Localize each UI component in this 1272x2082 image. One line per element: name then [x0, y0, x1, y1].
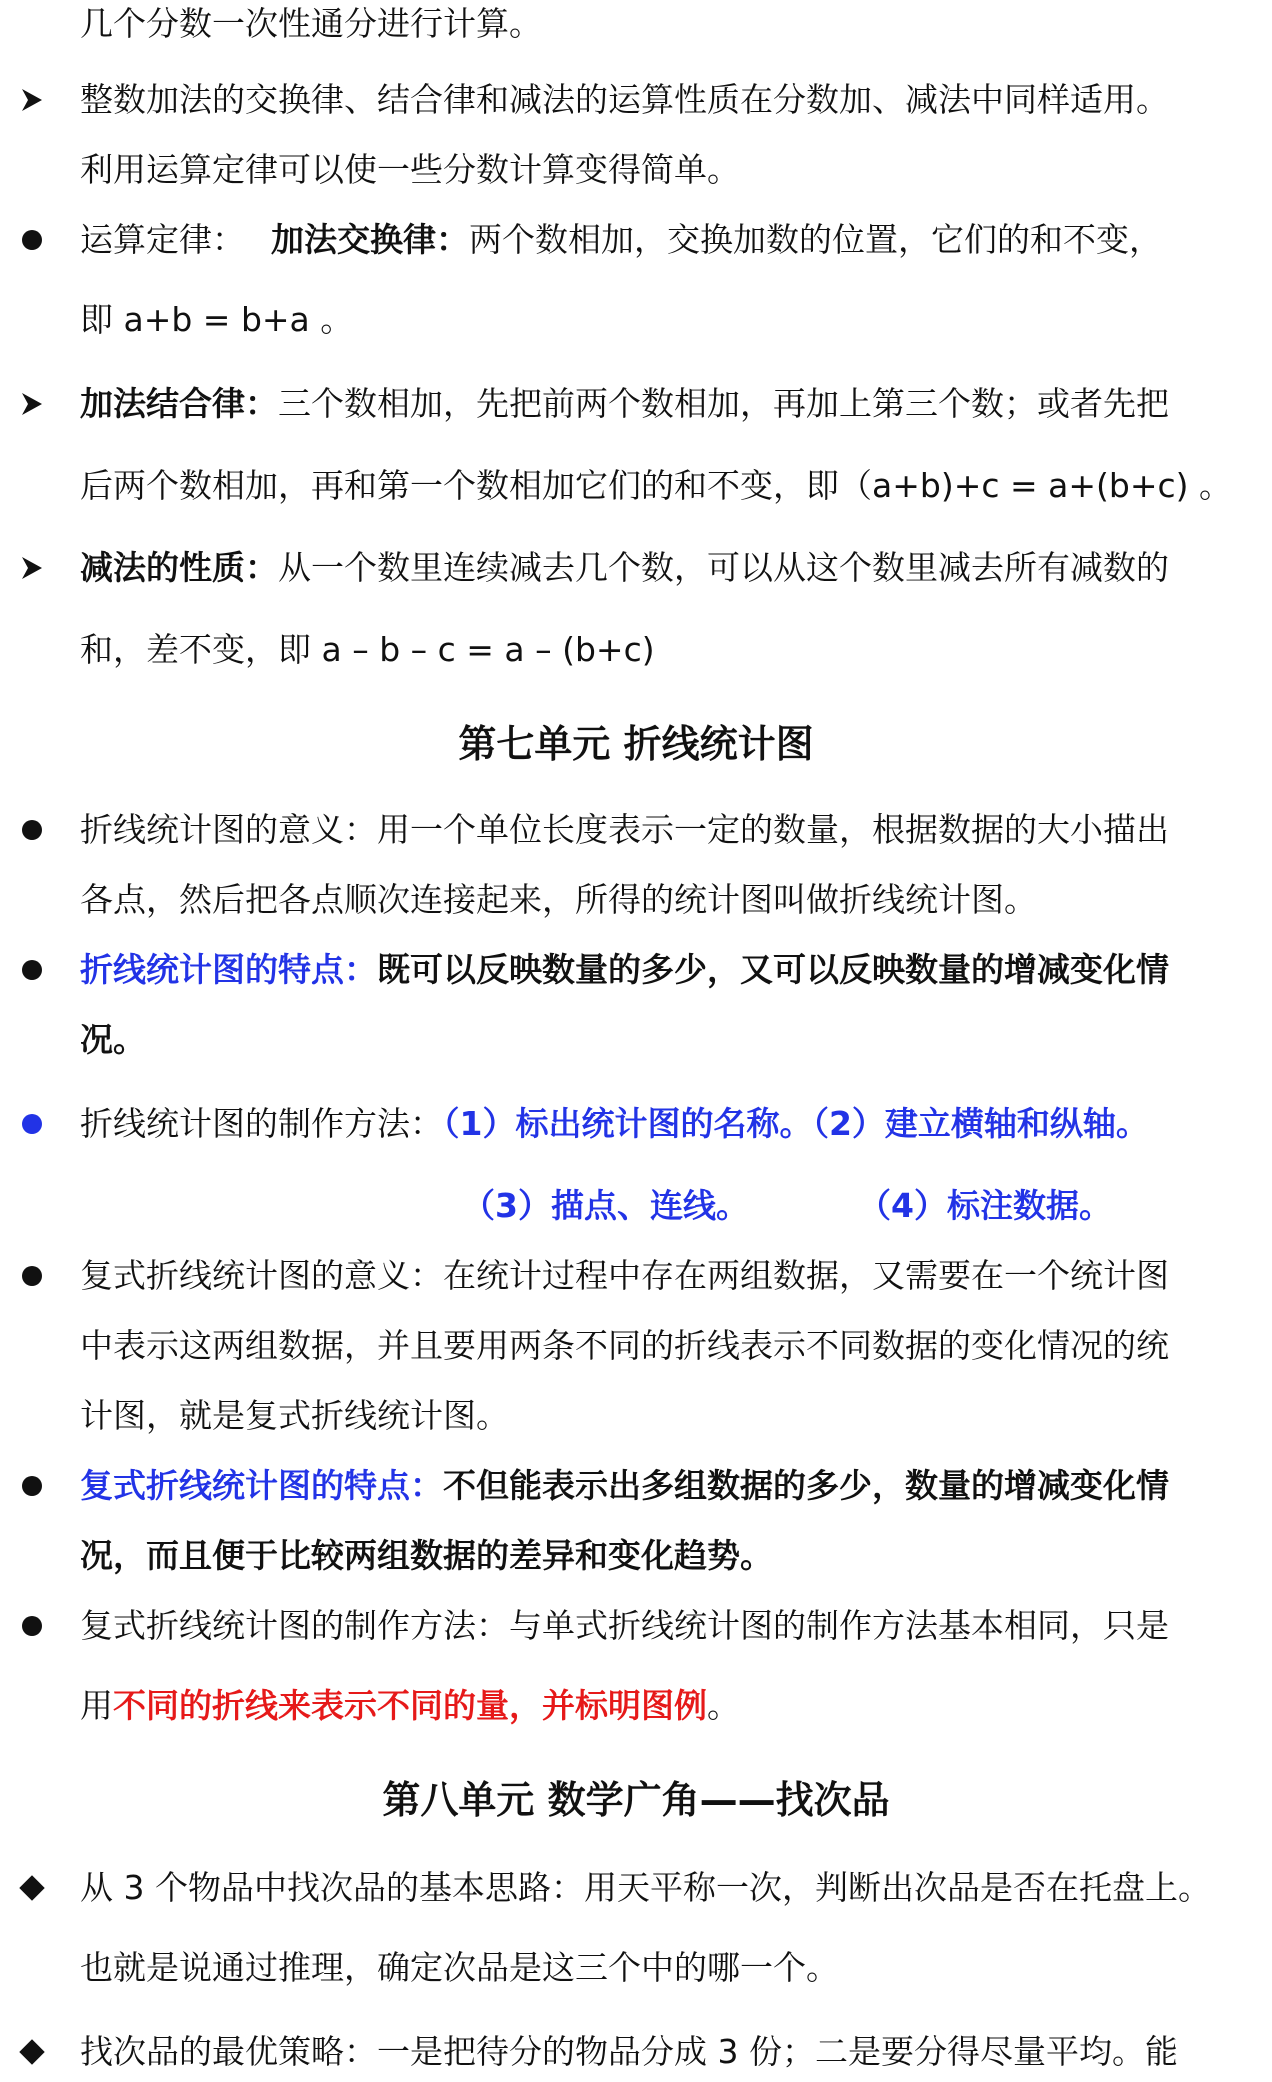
laws-label: 运算定律：: [80, 220, 245, 259]
bullet-icon: [14, 808, 50, 852]
line-chart-features-text: 既可以反映数量的多少，又可以反映数量的增减变化情: [377, 950, 1169, 989]
unit8-title: 第八单元 数学广角——找次品: [382, 1778, 890, 1822]
subtraction-term: 减法的性质：: [80, 548, 278, 587]
associative-line-2: 后两个数相加，再和第一个数相加它们的和不变，即（a+b)+c = a+(b+c) 。: [80, 466, 1232, 505]
diamond-icon: [14, 2030, 50, 2074]
arrow-icon: [14, 546, 50, 590]
bullet-icon: [14, 1604, 50, 1648]
compound-features-line-2: 况，而且便于比较两组数据的差异和变化趋势。: [80, 1536, 773, 1575]
unit7-title: 第七单元 折线统计图: [458, 722, 814, 766]
line-chart-features-line-2: 况。: [80, 1020, 146, 1059]
associative-line-1: [80, 382, 1258, 426]
arrow-icon: [14, 78, 50, 122]
best-strategy-line-1: 找次品的最优策略：一是把待分的物品分成 3 份；二是要分得尽量平均。能: [80, 2032, 1178, 2071]
compound-features-term: 复式折线统计图的特点：: [80, 1466, 443, 1505]
commutative-term: 加法交换律：: [271, 220, 469, 259]
line-chart-meaning-line-2: 各点，然后把各点顺次连接起来，所得的统计图叫做折线统计图。: [80, 880, 1037, 919]
intro-line: 几个分数一次性通分进行计算。: [80, 4, 542, 43]
line-chart-method-label: 折线统计图的制作方法：: [80, 1104, 443, 1143]
line-chart-meaning-line-1: 折线统计图的意义：用一个单位长度表示一定的数量，根据数据的大小描出: [80, 810, 1169, 849]
compound-features-text: 不但能表示出多组数据的多少，数量的增减变化情: [443, 1466, 1169, 1505]
bullet-icon: [14, 1464, 50, 1508]
bullet-icon: [14, 218, 50, 262]
method-step-4: （4）标注数据。: [858, 1186, 1112, 1225]
compound-meaning-line-1: 复式折线统计图的意义：在统计过程中存在两组数据，又需要在一个统计图: [80, 1256, 1169, 1295]
compound-method-line-1: 复式折线统计图的制作方法：与单式折线统计图的制作方法基本相同，只是: [80, 1606, 1169, 1645]
method-step-3: （3）描点、连线。: [462, 1186, 749, 1225]
integer-laws-line-2: 利用运算定律可以使一些分数计算变得简单。: [80, 150, 740, 189]
laws-line-2: 即 a+b = b+a 。: [80, 300, 354, 339]
subtraction-line-1: [80, 546, 1258, 590]
line-chart-features-line-1: [80, 948, 1258, 992]
subtraction-line-2: 和，差不变，即 a – b – c = a – (b+c): [80, 630, 655, 669]
line-chart-method-line-1: [80, 1102, 1258, 1146]
bullet-icon: [14, 1102, 50, 1146]
method-step-1: （1）标出统计图的名称。: [443, 1104, 813, 1143]
compound-meaning-line-2: 中表示这两组数据，并且要用两条不同的折线表示不同数据的变化情况的统: [80, 1326, 1169, 1365]
compound-method-line-2: 用不同的折线来表示不同的量，并标明图例。: [80, 1686, 740, 1725]
line-chart-features-term: 折线统计图的特点：: [80, 950, 377, 989]
associative-text: 三个数相加，先把前两个数相加，再加上第三个数；或者先把: [278, 384, 1169, 423]
method-step-2: （2）建立横轴和纵轴。: [812, 1104, 1149, 1143]
bullet-icon: [14, 1254, 50, 1298]
bullet-icon: [14, 948, 50, 992]
integer-laws-line-1: 整数加法的交换律、结合律和减法的运算性质在分数加、减法中同样适用。: [80, 80, 1169, 119]
compound-method-highlight: 不同的折线来表示不同的量，并标明图例: [113, 1686, 707, 1725]
compound-meaning-line-3: 计图，就是复式折线统计图。: [80, 1396, 509, 1435]
laws-line-1: [80, 218, 1258, 262]
basic-idea-line-1: 从 3 个物品中找次品的基本思路：用天平称一次，判断出次品是否在托盘上。: [80, 1868, 1211, 1907]
commutative-text: 两个数相加，交换加数的位置，它们的和不变，: [469, 220, 1162, 259]
arrow-icon: [14, 382, 50, 426]
associative-term: 加法结合律：: [80, 384, 278, 423]
compound-features-line-1: [80, 1464, 1258, 1508]
subtraction-text: 从一个数里连续减去几个数，可以从这个数里减去所有减数的: [278, 548, 1169, 587]
basic-idea-line-2: 也就是说通过推理，确定次品是这三个中的哪一个。: [80, 1948, 839, 1987]
diamond-icon: [14, 1866, 50, 1910]
